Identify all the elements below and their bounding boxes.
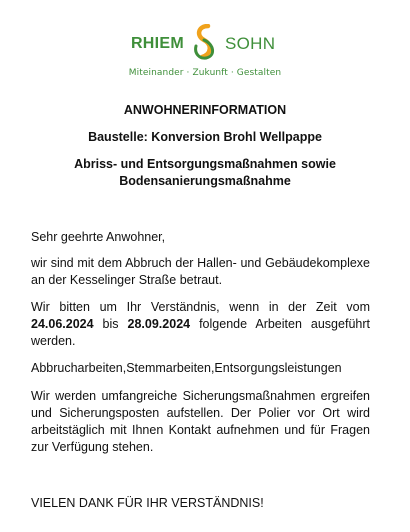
paragraph-period <box>31 299 370 350</box>
paragraph-safety: Wir werden umfangreiche Sicherungsmaßnahmen ergreifen und Sicherungsposten aufstellen. Der Polier vor Ort wird arbeitstäglich mit Ihnen Kontakt aufnehmen und für Fragen zur Verfügung stehen. <box>31 389 370 454</box>
document-title: ANWOHNERINFORMATION <box>123 103 287 117</box>
salutation: Sehr geehrte Anwohner, <box>31 230 166 244</box>
works-list: Abbrucharbeiten,Stemmarbeiten,Entsorgungsleistungen <box>31 361 342 375</box>
date-from: 24.06.2024 <box>31 317 94 331</box>
measures-heading-line1: Abriss- und Entsorgungsmaßnahmen sowie <box>74 157 336 171</box>
logo-text-sohn: SOHN <box>225 34 276 53</box>
company-logo <box>0 24 410 60</box>
paragraph-contract: wir sind mit dem Abbruch der Hallen- und Gebäudekomplexe an der Kesselinger Straße betraut. <box>31 256 370 287</box>
measures-heading <box>0 156 410 190</box>
paragraph-period-start: Wir bitten um Ihr Verständnis, wenn in der Zeit vom <box>31 300 370 314</box>
date-to: 28.09.2024 <box>127 317 191 331</box>
closing-line: VIELEN DANK FÜR IHR VERSTÄNDNIS! <box>31 496 264 510</box>
paragraph-period-end: folgende Arbeiten ausgeführt werden. <box>31 317 370 348</box>
measures-heading-line2: Bodensanierungsmaßnahme <box>119 174 291 188</box>
logo-text-rhiem: RHIEM <box>130 35 184 52</box>
ampersand-logo-icon <box>190 24 220 60</box>
paragraph-period-between: bis <box>93 317 128 331</box>
logo-tagline: Miteinander · Zukunft · Gestalten <box>128 68 282 78</box>
construction-site-heading: Baustelle: Konversion Brohl Wellpappe <box>88 130 322 144</box>
